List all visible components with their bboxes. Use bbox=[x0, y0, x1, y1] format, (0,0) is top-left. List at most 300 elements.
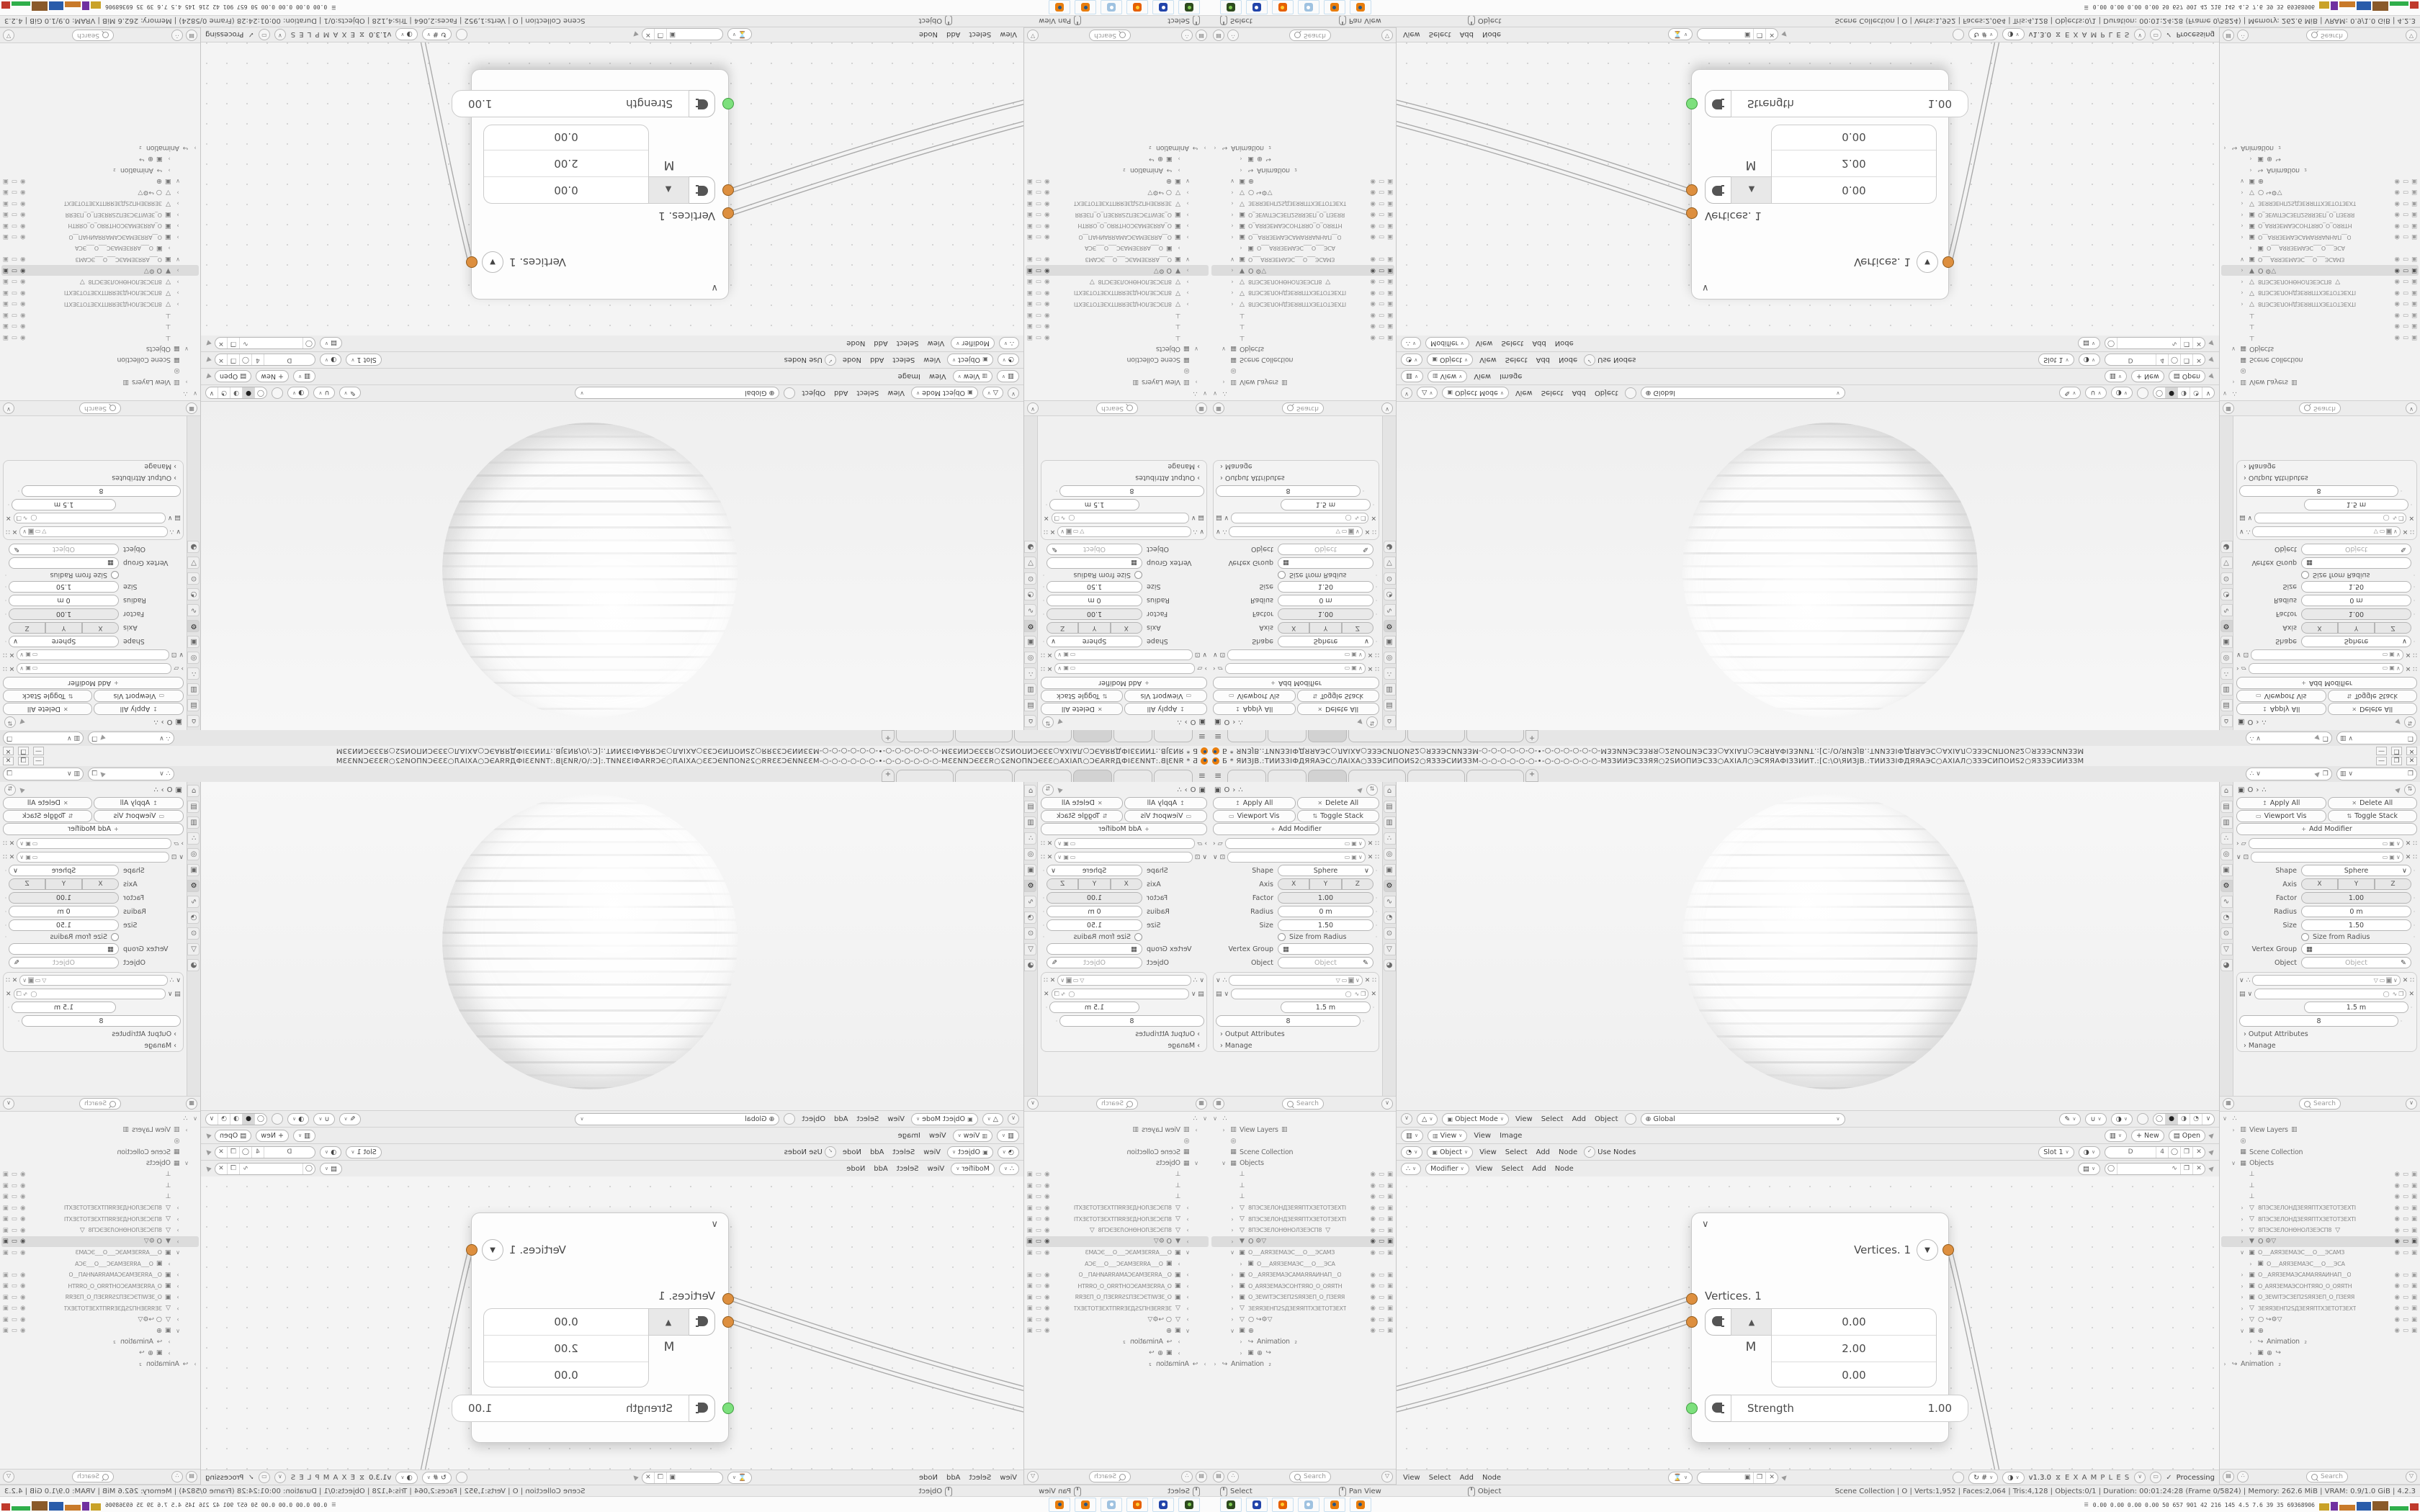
gn-name-field[interactable]: ▽ ▭ ▣ ∨ bbox=[2252, 526, 2400, 537]
outliner-row[interactable] bbox=[2221, 210, 2419, 221]
eye-toggle-icon[interactable]: ◉ bbox=[1370, 1238, 1376, 1246]
screen-toggle-icon[interactable]: ▭ bbox=[12, 1282, 18, 1290]
firefox-app-icon[interactable] bbox=[1126, 0, 1148, 14]
restore-button[interactable]: ❐ bbox=[18, 747, 29, 755]
outliner-row[interactable] bbox=[2221, 354, 2419, 366]
properties-tab-icon[interactable]: ⚙ bbox=[2220, 620, 2233, 632]
display-mode-button[interactable]: ▦ bbox=[186, 1098, 197, 1110]
tree-name-group[interactable] bbox=[215, 1163, 315, 1175]
properties-tab-icon[interactable]: ◔ bbox=[1384, 588, 1396, 600]
examples-label[interactable]: E X A M P L E S bbox=[2065, 30, 2130, 39]
expand-icon[interactable]: ∨ bbox=[2240, 256, 2244, 263]
eye-toggle-icon[interactable]: ◉ bbox=[1044, 311, 1050, 319]
outliner-row[interactable] bbox=[1, 187, 199, 199]
eye-toggle-icon[interactable]: ◉ bbox=[2394, 266, 2400, 274]
screen-toggle-icon[interactable]: ▭ bbox=[2402, 1204, 2408, 1212]
eye-toggle-icon[interactable]: ◉ bbox=[20, 1315, 26, 1323]
node-tree-field[interactable]: ◯ ∿ ❐ bbox=[1052, 513, 1189, 523]
expand-icon[interactable]: ∨ bbox=[1230, 256, 1234, 263]
input-socket-2[interactable] bbox=[1686, 1316, 1698, 1328]
modifier-collapsed-row[interactable]: › ▱ ▭ ▣ ∨ ✕ ∷ bbox=[1213, 838, 1379, 849]
filter-button[interactable]: ⇅ bbox=[1042, 784, 1054, 796]
pin-icon[interactable]: ▶ bbox=[97, 770, 107, 778]
properties-tab-icon[interactable]: ◎ bbox=[1384, 848, 1396, 860]
outliner-row[interactable] bbox=[1, 254, 199, 266]
eye-toggle-icon[interactable]: ◉ bbox=[2394, 199, 2400, 207]
outliner-row[interactable] bbox=[1026, 254, 1209, 266]
menu-view[interactable]: View bbox=[1515, 389, 1533, 397]
outliner-row[interactable] bbox=[1211, 1113, 1394, 1125]
modifier-name-field[interactable]: ▭ ▣ ∨ bbox=[1054, 852, 1193, 863]
shading-mode-group[interactable] bbox=[2153, 1113, 2215, 1125]
outliner-row[interactable] bbox=[1, 1192, 199, 1203]
outliner-row[interactable] bbox=[1211, 198, 1394, 210]
outliner-row[interactable] bbox=[1, 354, 199, 366]
strength-field[interactable]: Strength 1.00 bbox=[452, 1395, 689, 1422]
editor-type-selector[interactable]: ◔ ∨ bbox=[1401, 1146, 1422, 1158]
camera-toggle-icon[interactable]: ▣ bbox=[2411, 1282, 2417, 1290]
properties-tab-icon[interactable]: ⚙ bbox=[1025, 880, 1037, 892]
factor-slider[interactable]: 1.00 bbox=[9, 608, 119, 620]
gn-modifier-row[interactable]: ∨ ∴ ▽ ▭ ▣ ∨ ✕ ∷ bbox=[1216, 975, 1376, 986]
image-browse[interactable]: ▥ ∨ bbox=[2105, 1130, 2127, 1142]
input-toggle-button[interactable] bbox=[688, 90, 715, 117]
eye-toggle-icon[interactable]: ◉ bbox=[20, 1271, 26, 1279]
scene-mode-button[interactable]: ∴ bbox=[171, 1471, 183, 1482]
pin-icon[interactable]: ▶ bbox=[2208, 356, 2217, 364]
expand-icon[interactable]: › bbox=[2232, 1126, 2235, 1133]
copy-icon[interactable]: ❐ bbox=[227, 1164, 239, 1174]
pin-icon[interactable]: ▶ bbox=[2313, 734, 2323, 742]
outliner-row[interactable] bbox=[2221, 1247, 2419, 1259]
copy-icon[interactable]: ❐ bbox=[2407, 770, 2414, 778]
radius-field[interactable]: 0 m bbox=[1278, 595, 1373, 606]
shape-dropdown[interactable]: Sphere ∨ bbox=[2301, 636, 2411, 647]
editor-type-selector[interactable]: ◔ ∨ bbox=[1401, 354, 1422, 366]
expand-icon[interactable]: › bbox=[1214, 144, 1216, 151]
screen-toggle-icon[interactable]: ▭ bbox=[1036, 199, 1042, 207]
filter-icon[interactable]: ▽ bbox=[2406, 1471, 2417, 1482]
outliner-row[interactable] bbox=[1, 1314, 199, 1326]
properties-tab-icon[interactable]: ⊙ bbox=[1025, 927, 1037, 940]
node-tree-selector[interactable]: ▤ ∨ ◯ ∿ ❐ ✕ bbox=[6, 989, 181, 999]
eye-toggle-icon[interactable]: ◉ bbox=[2394, 1204, 2400, 1212]
expand-icon[interactable]: › bbox=[1186, 1215, 1189, 1223]
scene-selector[interactable]: ∴ ∨ ▶ ❐ bbox=[88, 732, 174, 744]
expand-icon[interactable]: › bbox=[1231, 1272, 1234, 1279]
camera-toggle-icon[interactable]: ▣ bbox=[1386, 289, 1393, 297]
screen-toggle-icon[interactable]: ▭ bbox=[12, 233, 18, 241]
expand-icon[interactable]: › bbox=[1214, 1361, 1216, 1368]
camera-toggle-icon[interactable]: ▣ bbox=[1027, 1226, 1034, 1234]
properties-tab-icon[interactable]: ◕ bbox=[1384, 959, 1396, 971]
properties-tab-icon[interactable]: ▽ bbox=[1025, 943, 1037, 955]
screen-toggle-icon[interactable]: ▭ bbox=[1036, 1282, 1042, 1290]
filter-dropdown[interactable]: ∨ bbox=[2406, 402, 2417, 414]
camera-toggle-icon[interactable]: ▣ bbox=[3, 1226, 9, 1234]
outliner-row[interactable] bbox=[1026, 176, 1209, 187]
mode-selector[interactable]: ▣ Object Mode ∨ bbox=[911, 1113, 978, 1125]
outliner-row[interactable] bbox=[2221, 232, 2419, 243]
expand-icon[interactable]: › bbox=[1186, 1227, 1189, 1234]
object-picker-field[interactable]: Object ✎ bbox=[1047, 957, 1142, 968]
properties-tab-icon[interactable]: ▣ bbox=[1025, 636, 1037, 648]
outliner-row[interactable] bbox=[1, 310, 199, 321]
outliner-search[interactable]: Search bbox=[1282, 402, 1324, 414]
geometry-node[interactable] bbox=[1691, 69, 1952, 300]
modifier-name-field[interactable]: ▭ ▣ ∨ bbox=[1054, 663, 1195, 674]
expand-icon[interactable]: › bbox=[2249, 166, 2252, 174]
modifier-name-field[interactable]: ▭ ▣ ∨ bbox=[1225, 663, 1366, 674]
properties-tab-icon[interactable]: ⌂ bbox=[188, 785, 200, 797]
collapse-chevron-icon[interactable]: ∨ bbox=[711, 1219, 718, 1230]
viewlayer-name-field[interactable] bbox=[2355, 770, 2406, 778]
screen-toggle-icon[interactable]: ▭ bbox=[2402, 289, 2408, 297]
screen-toggle-icon[interactable]: ▭ bbox=[1036, 1238, 1042, 1246]
workspace-tab[interactable] bbox=[1348, 730, 1406, 742]
eye-toggle-icon[interactable]: ◉ bbox=[1370, 177, 1376, 185]
outliner-row[interactable] bbox=[1211, 377, 1394, 388]
screen-toggle-icon[interactable]: ▭ bbox=[2402, 311, 2408, 319]
outliner-search[interactable]: Search bbox=[1096, 1098, 1138, 1110]
camera-toggle-icon[interactable]: ▣ bbox=[1386, 189, 1393, 197]
expand-icon[interactable]: › bbox=[1186, 222, 1189, 230]
eye-toggle-icon[interactable]: ◉ bbox=[1044, 1204, 1050, 1212]
outliner-row[interactable] bbox=[1, 1269, 199, 1281]
camera-toggle-icon[interactable]: ▣ bbox=[1027, 256, 1034, 264]
menu-node[interactable]: Node bbox=[918, 30, 938, 39]
screen-toggle-icon[interactable]: ▭ bbox=[12, 333, 18, 341]
eye-toggle-icon[interactable]: ◉ bbox=[20, 278, 26, 286]
properties-tab-icon[interactable]: ▽ bbox=[1384, 943, 1396, 955]
camera-toggle-icon[interactable]: ▣ bbox=[1386, 278, 1393, 286]
add-modifier-button[interactable]: + Add Modifier bbox=[2236, 823, 2417, 835]
node-tree-field[interactable]: ◯ ∿ ❐ bbox=[1052, 989, 1189, 999]
screen-toggle-icon[interactable]: ▭ bbox=[1378, 1305, 1384, 1313]
transform-orientation[interactable]: ⊕ Global ∨ bbox=[575, 1113, 779, 1125]
eye-toggle-icon[interactable]: ◉ bbox=[2394, 1171, 2400, 1179]
modifier-name-field[interactable]: ▭ ▣ ∨ bbox=[17, 649, 169, 660]
menu-view[interactable]: View bbox=[1515, 1115, 1533, 1123]
close-icon[interactable]: ✕ bbox=[1049, 528, 1056, 536]
screen-toggle-icon[interactable]: ▭ bbox=[1378, 311, 1384, 319]
input-toggle-button[interactable] bbox=[688, 1395, 715, 1422]
shape-dropdown[interactable]: Sphere ∨ bbox=[9, 636, 119, 647]
workspace-tab[interactable] bbox=[1014, 770, 1072, 782]
outliner-row[interactable] bbox=[1211, 232, 1394, 243]
outliner-row[interactable] bbox=[1211, 243, 1394, 254]
screen-toggle-icon[interactable]: ▭ bbox=[12, 323, 18, 330]
properties-tab-icon[interactable]: ∿ bbox=[1025, 896, 1037, 908]
geometry-node[interactable] bbox=[1691, 1212, 1952, 1443]
tree-name-group[interactable] bbox=[2105, 1163, 2205, 1175]
eye-toggle-icon[interactable]: ◉ bbox=[1370, 266, 1376, 274]
eye-toggle-icon[interactable]: ◉ bbox=[1044, 1282, 1050, 1290]
expand-icon[interactable]: › bbox=[1222, 379, 1225, 386]
gn-input-field[interactable]: 1.5 m bbox=[1281, 1002, 1371, 1013]
delete-all-button[interactable]: ✕ Delete All bbox=[1041, 797, 1124, 809]
factor-slider[interactable]: 1.00 bbox=[1278, 608, 1373, 620]
unlink-icon[interactable]: ✕ bbox=[218, 1164, 224, 1172]
outliner-row[interactable] bbox=[2221, 1236, 2419, 1248]
expand-icon[interactable]: ∨ bbox=[1186, 1327, 1190, 1334]
expand-icon[interactable]: › bbox=[2223, 1361, 2226, 1368]
output-attributes-section[interactable]: › Output Attributes bbox=[1220, 1030, 1285, 1038]
camera-toggle-icon[interactable]: ▣ bbox=[3, 233, 9, 241]
expand-icon[interactable]: › bbox=[176, 222, 179, 230]
menu-object[interactable]: Object bbox=[802, 389, 826, 397]
input-socket-1[interactable] bbox=[722, 1293, 734, 1305]
screen-toggle-icon[interactable]: ▭ bbox=[2402, 1293, 2408, 1301]
camera-toggle-icon[interactable]: ▣ bbox=[1386, 177, 1393, 185]
tool-selector[interactable]: ⌛ ∨ bbox=[1668, 29, 1693, 41]
camera-toggle-icon[interactable]: ▣ bbox=[1027, 1315, 1034, 1323]
expand-icon[interactable]: › bbox=[1178, 245, 1180, 252]
screen-toggle-icon[interactable]: ▭ bbox=[1378, 1271, 1384, 1279]
view-mode-selector[interactable]: ▥ View ∨ bbox=[953, 371, 992, 383]
expand-icon[interactable]: › bbox=[1178, 1260, 1180, 1267]
toggle-stack-button[interactable]: ⇅ Toggle Stack bbox=[3, 690, 93, 702]
gizmo-button[interactable]: ◑ ∨ bbox=[287, 387, 309, 400]
new-image-button[interactable]: + New bbox=[2131, 371, 2164, 383]
workspace-tab[interactable] bbox=[896, 730, 954, 742]
outliner-row[interactable] bbox=[2221, 287, 2419, 299]
input-socket-1[interactable] bbox=[1686, 1293, 1698, 1305]
menu-add[interactable]: Add bbox=[1532, 339, 1546, 348]
properties-tab-icon[interactable]: ▥ bbox=[1384, 816, 1396, 829]
screen-toggle-icon[interactable]: ▭ bbox=[1036, 289, 1042, 297]
axis-y-button[interactable]: Y bbox=[2338, 622, 2375, 634]
outliner-row[interactable] bbox=[2221, 1359, 2419, 1370]
manage-section[interactable]: › Manage bbox=[1220, 1042, 1252, 1050]
drag-handle-icon[interactable]: ∷ bbox=[2413, 665, 2417, 672]
expand-up-button[interactable]: ▲ bbox=[1731, 1308, 1773, 1336]
eye-toggle-icon[interactable]: ◉ bbox=[1044, 1171, 1050, 1179]
gn-input-field[interactable]: 1.5 m bbox=[1049, 499, 1139, 510]
outliner-row[interactable] bbox=[1211, 165, 1394, 176]
expand-icon[interactable]: › bbox=[2241, 1316, 2244, 1323]
display-mode-button[interactable]: ▦ bbox=[1213, 402, 1224, 414]
properties-tab-icon[interactable]: ⊙ bbox=[1384, 572, 1396, 585]
menu-icon[interactable]: ≡ bbox=[1214, 732, 1222, 742]
axis-toggle-group[interactable] bbox=[1047, 622, 1142, 634]
screen-toggle-icon[interactable]: ▭ bbox=[12, 256, 18, 264]
blender-app-icon[interactable] bbox=[1075, 0, 1096, 14]
expand-icon[interactable]: ∨ bbox=[1222, 1160, 1226, 1167]
shape-dropdown[interactable]: Sphere ∨ bbox=[2301, 865, 2411, 876]
gizmo-button[interactable]: ◑ ∨ bbox=[2111, 387, 2133, 400]
filter-dropdown[interactable]: ∨ bbox=[2406, 1098, 2417, 1110]
outliner-row[interactable] bbox=[2221, 276, 2419, 288]
outliner-row[interactable] bbox=[1211, 220, 1394, 232]
value-x-field[interactable]: 0.00 bbox=[1772, 176, 1936, 203]
eye-toggle-icon[interactable]: ◉ bbox=[1370, 1215, 1376, 1223]
outliner-row[interactable] bbox=[1211, 1180, 1394, 1192]
menu-view[interactable]: View bbox=[1000, 30, 1017, 39]
circle-button[interactable] bbox=[1953, 1472, 1964, 1483]
screen-toggle-icon[interactable]: ▭ bbox=[1378, 1193, 1384, 1201]
camera-toggle-icon[interactable]: ▣ bbox=[2411, 189, 2417, 197]
input-toggle-button[interactable] bbox=[1705, 90, 1732, 117]
eye-toggle-icon[interactable]: ◉ bbox=[1370, 1315, 1376, 1323]
axis-z-button[interactable]: Z bbox=[1047, 878, 1078, 890]
editor-type-button[interactable]: ▤ bbox=[1213, 1471, 1224, 1482]
camera-toggle-icon[interactable]: ▣ bbox=[3, 222, 9, 230]
outliner-row[interactable] bbox=[1211, 153, 1394, 165]
pin-icon[interactable]: ▶ bbox=[17, 786, 26, 794]
expand-icon[interactable]: › bbox=[2241, 1294, 2244, 1301]
axis-z-button[interactable]: Z bbox=[1342, 878, 1373, 890]
expand-icon[interactable]: › bbox=[2241, 300, 2244, 307]
window-titlebar[interactable] bbox=[0, 745, 1210, 756]
screen-toggle-icon[interactable]: ▭ bbox=[12, 211, 18, 219]
outliner-row[interactable] bbox=[2221, 310, 2419, 321]
eye-toggle-icon[interactable]: ◉ bbox=[1370, 1305, 1376, 1313]
screen-toggle-icon[interactable]: ▭ bbox=[2402, 1193, 2408, 1201]
workspace-tab[interactable] bbox=[1308, 770, 1347, 782]
viewport-vis-button[interactable]: ▭ Viewport Vis bbox=[1125, 690, 1208, 702]
camera-toggle-icon[interactable]: ▣ bbox=[1386, 222, 1393, 230]
outliner-row[interactable] bbox=[1, 1281, 199, 1292]
object-picker-field[interactable]: Object ✎ bbox=[1047, 544, 1142, 555]
outliner-search[interactable]: Search bbox=[2299, 1098, 2341, 1110]
camera-toggle-icon[interactable]: ▣ bbox=[1386, 1193, 1393, 1201]
eye-toggle-icon[interactable]: ◉ bbox=[1044, 1315, 1050, 1323]
unlink-icon[interactable]: ✕ bbox=[218, 1148, 224, 1156]
editor-type-selector[interactable]: ▥ ∨ bbox=[1401, 371, 1423, 383]
eye-toggle-icon[interactable]: ◉ bbox=[1370, 256, 1376, 264]
drag-handle-icon[interactable]: ∷ bbox=[1375, 665, 1379, 672]
display-mode-button[interactable]: ▦ bbox=[1196, 1098, 1207, 1110]
strength-input-socket[interactable] bbox=[722, 98, 734, 109]
properties-tab-icon[interactable]: ▥ bbox=[1384, 683, 1396, 696]
output-socket[interactable] bbox=[466, 256, 478, 268]
circle-button[interactable] bbox=[456, 29, 467, 40]
expand-icon[interactable]: › bbox=[176, 278, 179, 285]
outliner-row[interactable] bbox=[2221, 299, 2419, 310]
viewport-3d[interactable] bbox=[1397, 782, 2219, 1110]
camera-toggle-icon[interactable]: ▣ bbox=[1386, 266, 1393, 274]
menu-select[interactable]: Select bbox=[1505, 1148, 1528, 1156]
material-name-group[interactable] bbox=[2105, 1146, 2205, 1158]
filter-icon[interactable]: ▽ bbox=[1027, 1471, 1039, 1482]
workspace-tab[interactable] bbox=[1466, 770, 1524, 782]
outliner-row[interactable] bbox=[1211, 143, 1394, 154]
size-field[interactable]: 1.50 bbox=[2301, 581, 2411, 593]
close-icon[interactable]: ✕ bbox=[1769, 1473, 1775, 1481]
outliner-row[interactable] bbox=[2221, 1180, 2419, 1192]
object-picker-field[interactable]: Object ✎ bbox=[9, 957, 119, 968]
gn-input-field2[interactable]: 8 bbox=[1216, 1015, 1361, 1027]
overlay-circle[interactable] bbox=[2137, 387, 2148, 399]
shading-mode-icon[interactable]: ◔ bbox=[2190, 1114, 2202, 1125]
viewport-vis-button[interactable]: ▭ Viewport Vis bbox=[1125, 810, 1208, 822]
editor-type-selector[interactable]: △ ∨ bbox=[982, 387, 1003, 400]
eye-toggle-icon[interactable]: ◉ bbox=[1044, 189, 1050, 197]
output-dropdown-button[interactable]: ▼ bbox=[1917, 251, 1938, 273]
properties-tab-icon[interactable]: ◕ bbox=[2220, 959, 2233, 971]
pin-icon[interactable]: ▶ bbox=[1054, 718, 1064, 726]
editor-type-button[interactable]: ▤ bbox=[186, 30, 197, 41]
close-icon[interactable]: ✕ bbox=[1047, 853, 1053, 861]
filter-button[interactable]: ⇅ bbox=[1366, 784, 1378, 796]
eye-toggle-icon[interactable]: ◉ bbox=[1044, 1182, 1050, 1189]
outliner-row[interactable] bbox=[2221, 1259, 2419, 1270]
eye-toggle-icon[interactable]: ◉ bbox=[1044, 1238, 1050, 1246]
image-browse[interactable]: ▥ ∨ bbox=[293, 371, 315, 383]
outliner-row[interactable] bbox=[1026, 1259, 1209, 1270]
outliner-row[interactable] bbox=[1026, 1113, 1209, 1125]
circle-button[interactable] bbox=[456, 1472, 467, 1483]
axis-toggle-group[interactable] bbox=[1278, 878, 1373, 890]
outliner-row[interactable] bbox=[1, 1225, 199, 1236]
expand-icon[interactable]: ∨ bbox=[176, 1249, 180, 1256]
input-toggle-button[interactable] bbox=[1705, 176, 1732, 204]
toggle-stack-button[interactable]: ⇅ Toggle Stack bbox=[1041, 810, 1124, 822]
camera-toggle-icon[interactable]: ▣ bbox=[3, 1248, 9, 1256]
value-z-field[interactable]: 0.00 bbox=[554, 1369, 578, 1382]
scene-selector[interactable]: ∴ ∨ ▶ ❐ bbox=[2246, 768, 2331, 780]
screen-toggle-icon[interactable]: ▭ bbox=[1036, 1193, 1042, 1201]
outliner-row[interactable] bbox=[1, 210, 199, 221]
pin-icon[interactable]: ▶ bbox=[1780, 1473, 1790, 1482]
modifier-expanded-row[interactable]: ∨ ⊡ ▭ ▣ ∨ ✕ ∷ bbox=[3, 852, 184, 863]
eye-toggle-icon[interactable]: ◉ bbox=[1044, 1248, 1050, 1256]
menu-add[interactable]: Add bbox=[946, 30, 961, 39]
shading-mode-icon[interactable]: ● bbox=[242, 388, 254, 399]
camera-toggle-icon[interactable]: ▣ bbox=[1027, 1238, 1034, 1246]
gn-input-field[interactable]: 1.5 m bbox=[1281, 499, 1371, 510]
eye-toggle-icon[interactable]: ◉ bbox=[1370, 1271, 1376, 1279]
outliner-row[interactable] bbox=[2221, 1336, 2419, 1348]
expand-icon[interactable]: › bbox=[2241, 1305, 2244, 1312]
outliner-row[interactable] bbox=[1026, 276, 1209, 288]
gn-modifier-row[interactable]: ∨ ∴ ▽ ▭ ▣ ∨ ✕ ∷ bbox=[2239, 975, 2414, 986]
outliner-row[interactable] bbox=[1026, 1125, 1209, 1136]
editor-type-selector[interactable]: △ ∨ bbox=[1417, 1113, 1438, 1125]
menu-node[interactable]: Node bbox=[1482, 30, 1502, 39]
expand-icon[interactable]: › bbox=[1186, 278, 1189, 285]
eye-toggle-icon[interactable]: ◉ bbox=[2394, 300, 2400, 308]
modifier-collapsed-row[interactable]: › ▱ ▭ ▣ ∨ ✕ ∷ bbox=[3, 838, 184, 849]
stats-icon[interactable]: ∿ bbox=[2169, 1164, 2181, 1174]
outliner-row[interactable] bbox=[1, 1113, 199, 1125]
fake-user-icon[interactable]: ◯ bbox=[239, 1147, 251, 1158]
axis-y-button[interactable]: Y bbox=[1309, 878, 1341, 890]
properties-tab-icon[interactable]: ⌂ bbox=[2220, 785, 2233, 797]
outliner-row[interactable] bbox=[1211, 1236, 1394, 1248]
gn-name-field[interactable]: ▽ ▭ ▣ ∨ bbox=[19, 526, 167, 537]
eye-toggle-icon[interactable]: ◉ bbox=[20, 189, 26, 197]
camera-toggle-icon[interactable]: ▣ bbox=[1027, 1305, 1034, 1313]
eye-toggle-icon[interactable]: ◉ bbox=[20, 323, 26, 330]
screen-toggle-icon[interactable]: ▭ bbox=[1378, 333, 1384, 341]
expand-icon[interactable]: › bbox=[2241, 233, 2244, 240]
open-image-button[interactable]: ▤ Open bbox=[215, 1130, 251, 1142]
screen-toggle-icon[interactable]: ▭ bbox=[1036, 323, 1042, 330]
expand-icon[interactable]: › bbox=[2249, 1338, 2252, 1346]
radius-field[interactable]: 0 m bbox=[1278, 906, 1373, 917]
outliner-row[interactable] bbox=[2221, 1281, 2419, 1292]
eye-toggle-icon[interactable]: ◉ bbox=[1044, 211, 1050, 219]
expand-icon[interactable]: › bbox=[1231, 200, 1234, 207]
axis-y-button[interactable]: Y bbox=[1078, 878, 1110, 890]
view-mode-selector[interactable]: ▥ View ∨ bbox=[1428, 1130, 1467, 1142]
node-tree-field[interactable]: ◯ ∿ ❐ bbox=[14, 513, 166, 523]
screen-toggle-icon[interactable]: ▭ bbox=[2402, 1305, 2408, 1313]
editor-type-button[interactable]: ▤ bbox=[2223, 30, 2234, 41]
eye-toggle-icon[interactable]: ◉ bbox=[1044, 222, 1050, 230]
